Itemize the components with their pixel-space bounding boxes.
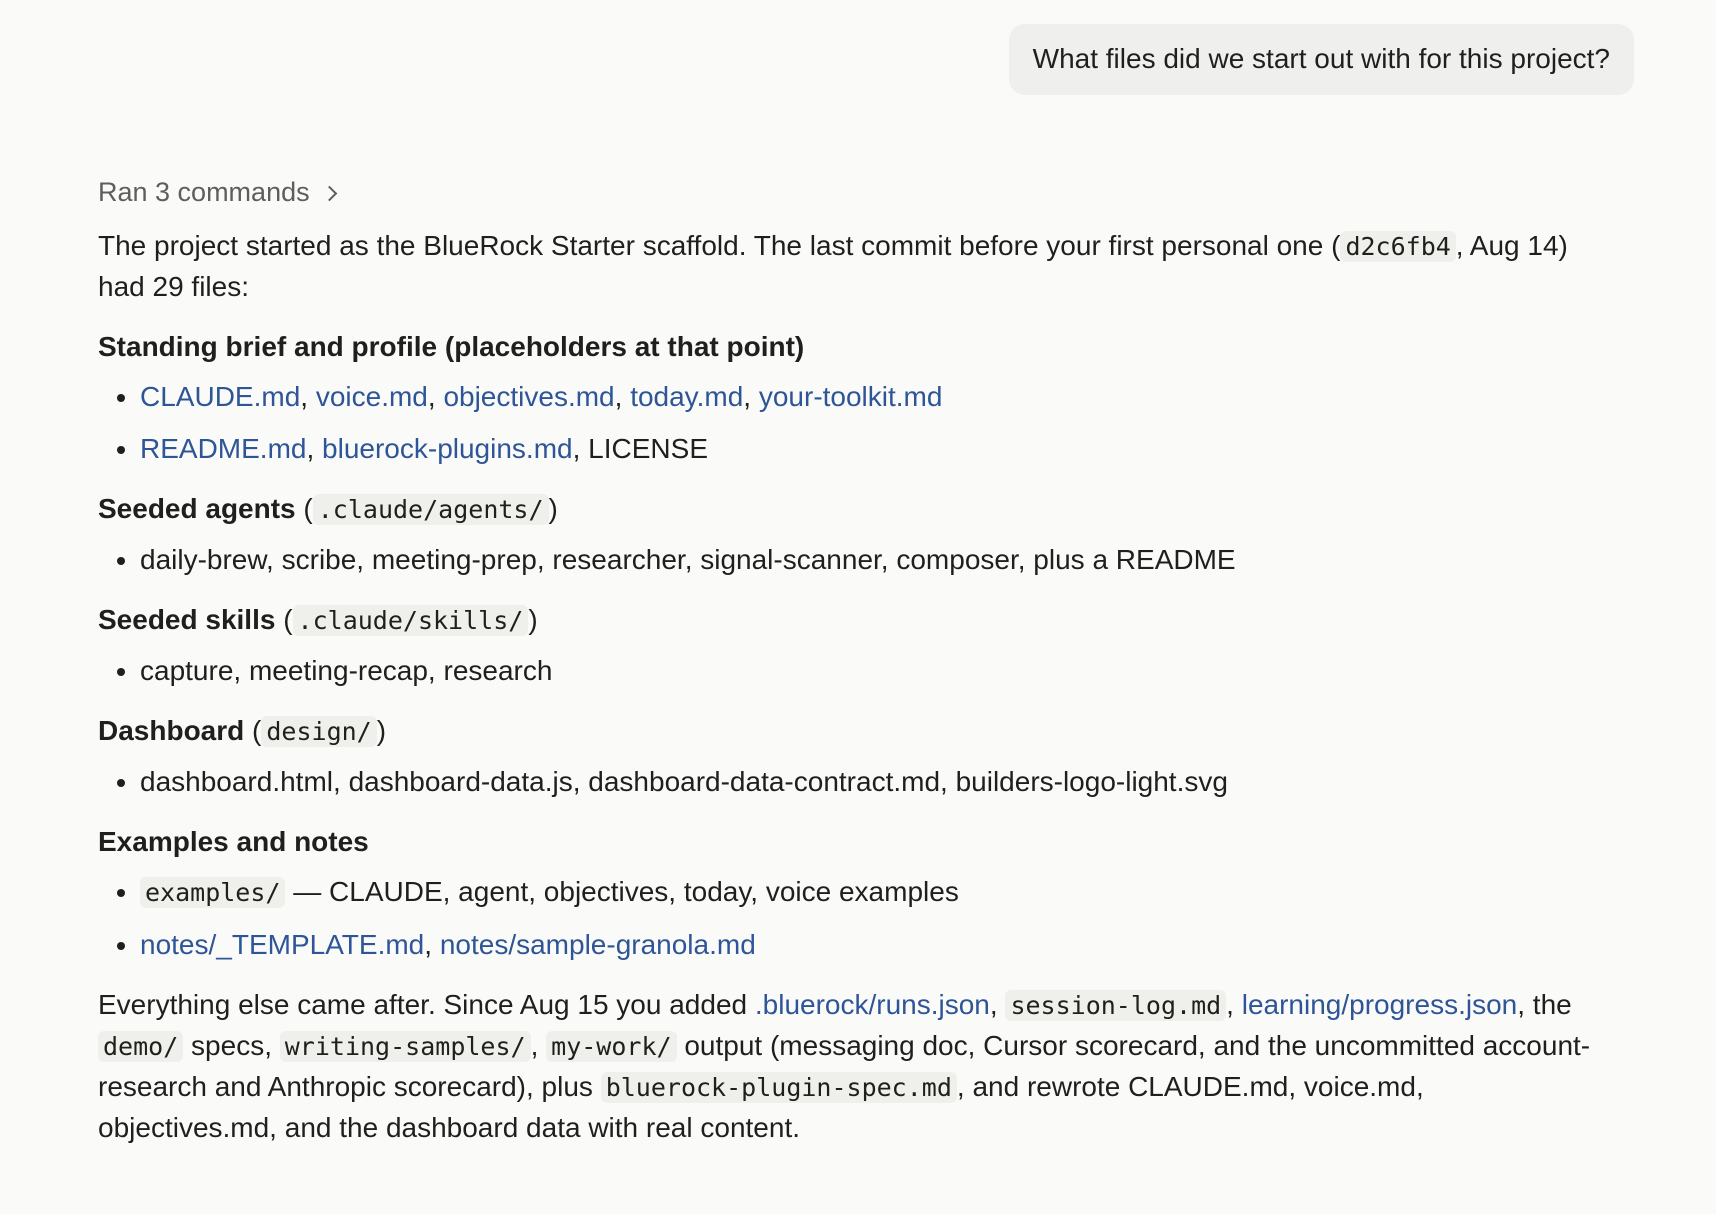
file-link-today-md[interactable]: today.md: [630, 381, 744, 412]
list-item: • capture, meeting-recap, research: [140, 651, 1598, 691]
section-heading-agents: [98, 489, 1598, 530]
file-link-readme-md[interactable]: README.md: [140, 433, 307, 464]
examples-path-code: examples/: [140, 877, 285, 908]
ran-commands-toggle[interactable]: [98, 172, 335, 212]
outro-text: output (messaging doc, Cursor scorecard, and the uncommitted account-research and Anthropic scorecard), plus: [98, 1030, 1591, 1102]
separator: ,: [1226, 989, 1242, 1020]
paren-open: (: [275, 604, 293, 635]
separator: ,: [427, 381, 444, 412]
list-item: • daily-brew, scribe, meeting-prep, researcher, signal-scanner, composer, plus a README: [140, 540, 1598, 580]
section-heading-brief: Standing brief and profile (placeholders at that point): [98, 331, 805, 362]
outro-text: specs,: [183, 1030, 280, 1061]
file-link-notes-sample-granola[interactable]: notes/sample-granola.md: [439, 929, 756, 960]
separator: ,: [306, 433, 323, 464]
list-item: [140, 872, 1598, 913]
outro-text: , the: [1517, 989, 1572, 1020]
outro-paragraph: [98, 985, 1598, 1148]
separator: ,: [424, 929, 440, 960]
dashboard-heading-text: Dashboard: [98, 715, 245, 746]
skills-list: [98, 651, 1598, 691]
list-item: [140, 377, 1598, 417]
file-link-objectives-md[interactable]: objectives.md: [443, 381, 615, 412]
list-item: [140, 925, 1598, 965]
agents-list: [98, 540, 1598, 580]
file-link-progress-json[interactable]: learning/progress.json: [1241, 989, 1518, 1020]
section-heading-dashboard: [98, 711, 1598, 752]
separator: ,: [989, 989, 1006, 1020]
paren-close: ): [376, 715, 387, 746]
my-work-code: my-work/: [546, 1031, 676, 1062]
agents-heading-text: Seeded agents: [98, 493, 296, 524]
file-link-notes-template[interactable]: notes/_TEMPLATE.md: [140, 929, 425, 960]
intro-paragraph: [98, 226, 1598, 307]
separator: ,: [614, 381, 631, 412]
separator: ,: [300, 381, 316, 412]
user-message-text: What files did we start out with for this project?: [1032, 43, 1610, 74]
dashboard-path-code: design/: [261, 716, 376, 747]
intro-text-2: , Aug 14) had 29 files:: [98, 230, 1568, 302]
dashboard-list: [98, 762, 1598, 802]
paren-open: (: [244, 715, 262, 746]
session-log-code: session-log.md: [1005, 990, 1226, 1021]
section-heading-skills: [98, 600, 1598, 641]
file-link-voice-md[interactable]: voice.md: [315, 381, 428, 412]
intro-text-1: The project started as the BlueRock Starter scaffold. The last commit before your first personal one (: [98, 230, 1341, 261]
assistant-response: [98, 172, 1598, 1148]
skills-path-code: .claude/skills/: [293, 605, 529, 636]
user-message-bubble: [1009, 24, 1634, 95]
separator: ,: [530, 1030, 547, 1061]
paren-close: ): [548, 493, 558, 524]
list-item: • dashboard.html, dashboard-data.js, dashboard-data-contract.md, builders-logo-light.svg: [140, 762, 1598, 802]
file-link-bluerock-plugins-md[interactable]: bluerock-plugins.md: [322, 433, 573, 464]
chevron-right-icon: [321, 185, 337, 201]
writing-samples-code: writing-samples/: [280, 1031, 531, 1062]
file-link-runs-json[interactable]: .bluerock/runs.json: [754, 989, 990, 1020]
file-link-your-toolkit-md[interactable]: your-toolkit.md: [758, 381, 943, 412]
outro-text: , and rewrote CLAUDE.md, voice.md, objectives.md, and the dashboard data with real content.: [98, 1071, 1424, 1143]
paren-open: (: [295, 493, 313, 524]
separator: ,: [743, 381, 759, 412]
license-text: , LICENSE: [572, 433, 708, 464]
list-item: [140, 429, 1598, 469]
commit-hash-code: d2c6fb4: [1340, 231, 1455, 262]
agents-path-code: .claude/agents/: [313, 494, 549, 525]
plugin-spec-code: bluerock-plugin-spec.md: [601, 1072, 957, 1103]
examples-list: [98, 872, 1598, 965]
skills-heading-text: Seeded skills: [98, 604, 276, 635]
examples-text: — CLAUDE, agent, objectives, today, voice examples: [285, 876, 959, 907]
brief-file-list: [98, 377, 1598, 469]
section-heading-examples: Examples and notes: [98, 826, 369, 857]
file-link-claude-md[interactable]: CLAUDE.md: [140, 381, 301, 412]
ran-commands-label: Ran 3 commands: [98, 176, 310, 207]
outro-text: Everything else came after. Since Aug 15 you added: [98, 989, 755, 1020]
paren-close: ): [528, 604, 538, 635]
demo-code: demo/: [98, 1031, 183, 1062]
